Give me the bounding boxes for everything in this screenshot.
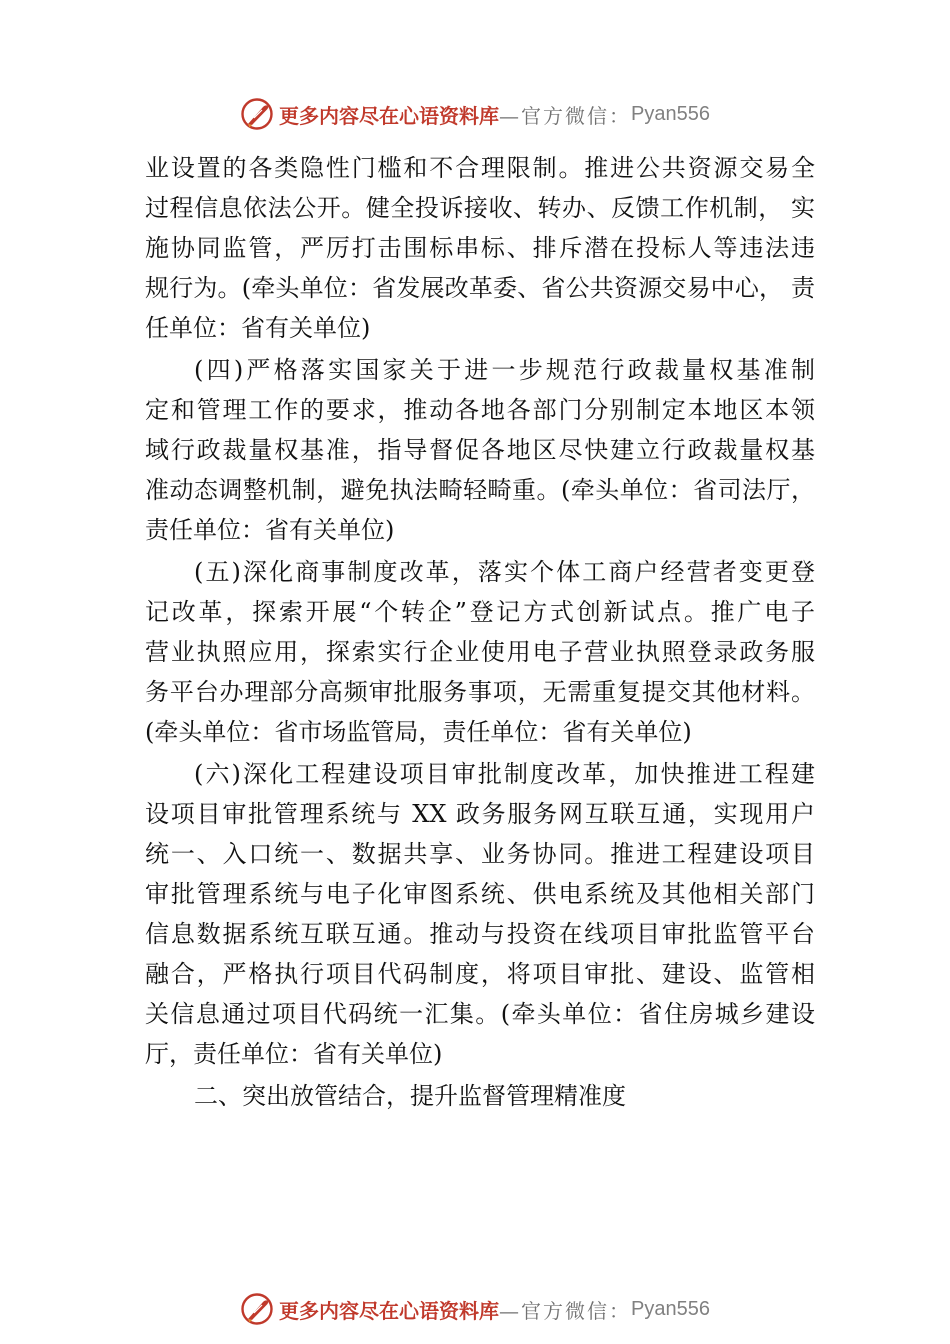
body-line: 定和管理工作的要求，推动各地各部门分别制定本地区本领 [145, 396, 815, 424]
body-line: 信息数据系统互联互通。推动与投资在线项目审批监管平台 [145, 920, 815, 948]
body-line: (五)深化商事制度改革，落实个体工商户经营者变更登 [194, 558, 815, 586]
body-line: 设项目审批管理系统与 XX 政务服务网互联互通，实现用户 [145, 800, 815, 828]
body-line: 任单位：省有关单位) [145, 314, 371, 342]
paragraph [145, 754, 815, 1074]
paragraph [145, 350, 815, 550]
body-line: 业设置的各类隐性门槛和不合理限制。推进公共资源交易全 [145, 154, 815, 182]
body-line: (四)严格落实国家关于进一步规范行政裁量权基准制 [194, 356, 815, 384]
document-body [145, 148, 815, 1118]
section-heading [145, 1076, 815, 1116]
footer-watermark [240, 1291, 710, 1327]
body-line: 关信息通过项目代码统一汇集。(牵头单位：省住房城乡建设 [145, 1000, 815, 1028]
body-line: 厅，责任单位：省有关单位) [145, 1040, 443, 1068]
body-line: 责任单位：省有关单位) [145, 516, 395, 544]
body-line: 施协同监管，严厉打击围标串标、排斥潜在投标人等违法违 [145, 234, 815, 262]
body-line: 统一、入口统一、数据共享、业务协同。推进工程建设项目 [145, 840, 815, 868]
watermark-wechat-id: Pyan556 [631, 102, 710, 125]
body-line: 规行为。(牵头单位：省发展改革委、省公共资源交易中心， 责 [145, 274, 815, 302]
header-watermark [240, 96, 710, 132]
body-line: 过程信息依法公开。健全投诉接收、转办、反馈工作机制， 实 [145, 194, 815, 222]
body-line: 务平台办理部分高频审批服务事项，无需重复提交其他材料。 [145, 678, 815, 706]
paragraph [145, 148, 815, 348]
body-line: 审批管理系统与电子化审图系统、供电系统及其他相关部门 [145, 880, 815, 908]
body-line: (六)深化工程建设项目审批制度改革，加快推进工程建 [194, 760, 815, 788]
watermark-wechat-id: Pyan556 [631, 1297, 710, 1320]
body-line: 准动态调整机制，避免执法畸轻畸重。(牵头单位：省司法厅， [145, 476, 815, 504]
body-line: 融合，严格执行项目代码制度，将项目审批、建设、监管相 [145, 960, 815, 988]
quill-logo-icon [240, 97, 274, 131]
section-heading-text: 二、突出放管结合，提升监督管理精准度 [194, 1082, 626, 1110]
watermark-brand-text: 更多内容尽在心语资料库 [279, 103, 499, 128]
body-line: 记改革，探索开展“个转企”登记方式创新试点。推广电子 [145, 598, 815, 626]
watermark-wechat-label: —官方微信： [499, 103, 631, 128]
quill-logo-icon [240, 1292, 274, 1326]
body-line: 域行政裁量权基准，指导督促各地区尽快建立行政裁量权基 [145, 436, 815, 464]
watermark-wechat-label: —官方微信： [499, 1298, 631, 1323]
watermark-brand-text: 更多内容尽在心语资料库 [279, 1298, 499, 1323]
body-line: 营业执照应用，探索实行企业使用电子营业执照登录政务服 [145, 638, 815, 666]
body-line: (牵头单位：省市场监管局，责任单位：省有关单位) [145, 718, 692, 746]
paragraph [145, 552, 815, 752]
